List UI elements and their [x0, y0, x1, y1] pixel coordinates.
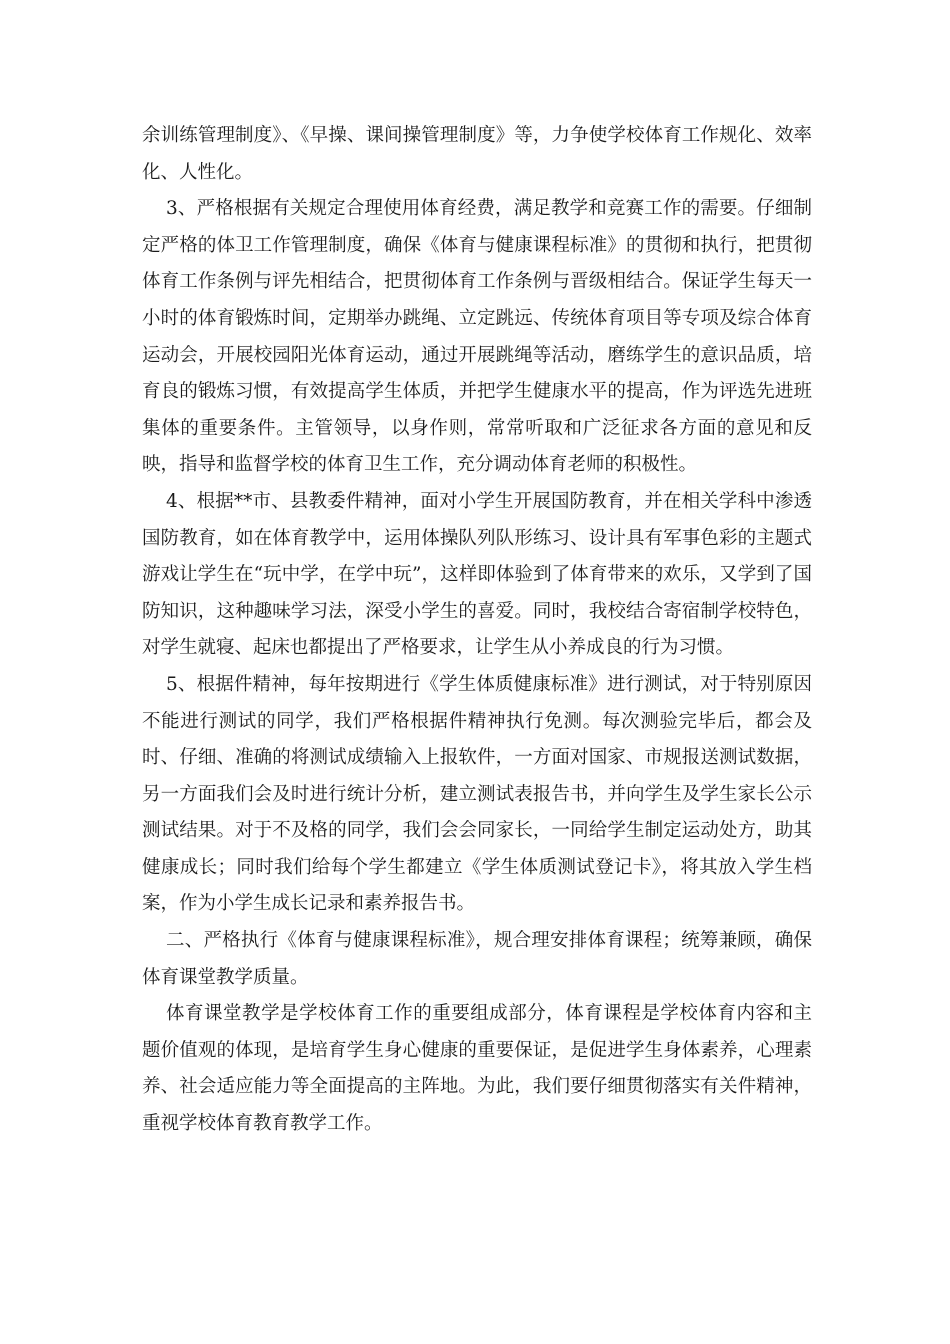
paragraph-item-5: 5、根据件精神，每年按期进行《学生体质健康标准》进行测试，对于特别原因不能进行测试的同学，我们严格根据件精神执行免测。每次测验完毕后，都会及时、仔细、准确的将测试成绩输入上报软件，一方面对国家、市规报送测试数据，另一方面我们会及时进行统计分析，建立测试表报告书，并向学生及学生家长公示测试结果。对于不及格的同学，我们会会同家长，一同给学生制定运动处方，助其健康成长；同时我们给每个学生都建立《学生体质测试登记卡》，将其放入学生档案，作为小学生成长记录和素养报告书。 — [142, 673, 812, 915]
paragraph-item-4: 4、根据**市、县教委件精神，面对小学生开展国防教育，并在相关学科中渗透国防教育，如在体育教学中，运用体操队列队形练习、设计具有军事色彩的主题式游戏让学生在“玩中学，在学中玩”，这样即体验到了体育带来的欢乐，又学到了国防知识，这种趣味学习法，深受小学生的喜爱。同时，我校结合寄宿制学校特色，对学生就寝、起床也都提出了严格要求，让学生从小养成良的行为习惯。 — [142, 490, 812, 659]
paragraph-continuation: 余训练管理制度》、《早操、课间操管理制度》等，力争使学校体育工作规化、效率化、人性化。 — [142, 125, 812, 183]
paragraph-item-3: 3、严格根据有关规定合理使用体育经费，满足教学和竞赛工作的需要。仔细制定严格的体卫工作管理制度，确保《体育与健康课程标准》的贯彻和执行，把贯彻体育工作条例与评先相结合，把贯彻体育工作条例与晋级相结合。保证学生每天一小时的体育锻炼时间，定期举办跳绳、立定跳远、传统体育项目等专项及综合体育运动会，开展校园阳光体育运动，通过开展跳绳等活动，磨练学生的意识品质，培育良的锻炼习惯，有效提高学生体质，并把学生健康水平的提高，作为评选先进班集体的重要条件。主管领导，以身作则，常常听取和广泛征求各方面的意见和反映，指导和监督学校的体育卫生工作，充分调动体育老师的积极性。 — [142, 198, 812, 476]
document-page — [142, 118, 812, 1143]
section-heading-two: 二、严格执行《体育与健康课程标准》，规合理安排体育课程；统筹兼顾，确保体育课堂教学质量。 — [142, 930, 812, 988]
paragraph-body: 体育课堂教学是学校体育工作的重要组成部分，体育课程是学校体育内容和主题价值观的体现，是培育学生身心健康的重要保证，是促进学生身体素养，心理素养、社会适应能力等全面提高的主阵地。为此，我们要仔细贯彻落实有关件精神，重视学校体育教育教学工作。 — [142, 1003, 812, 1135]
